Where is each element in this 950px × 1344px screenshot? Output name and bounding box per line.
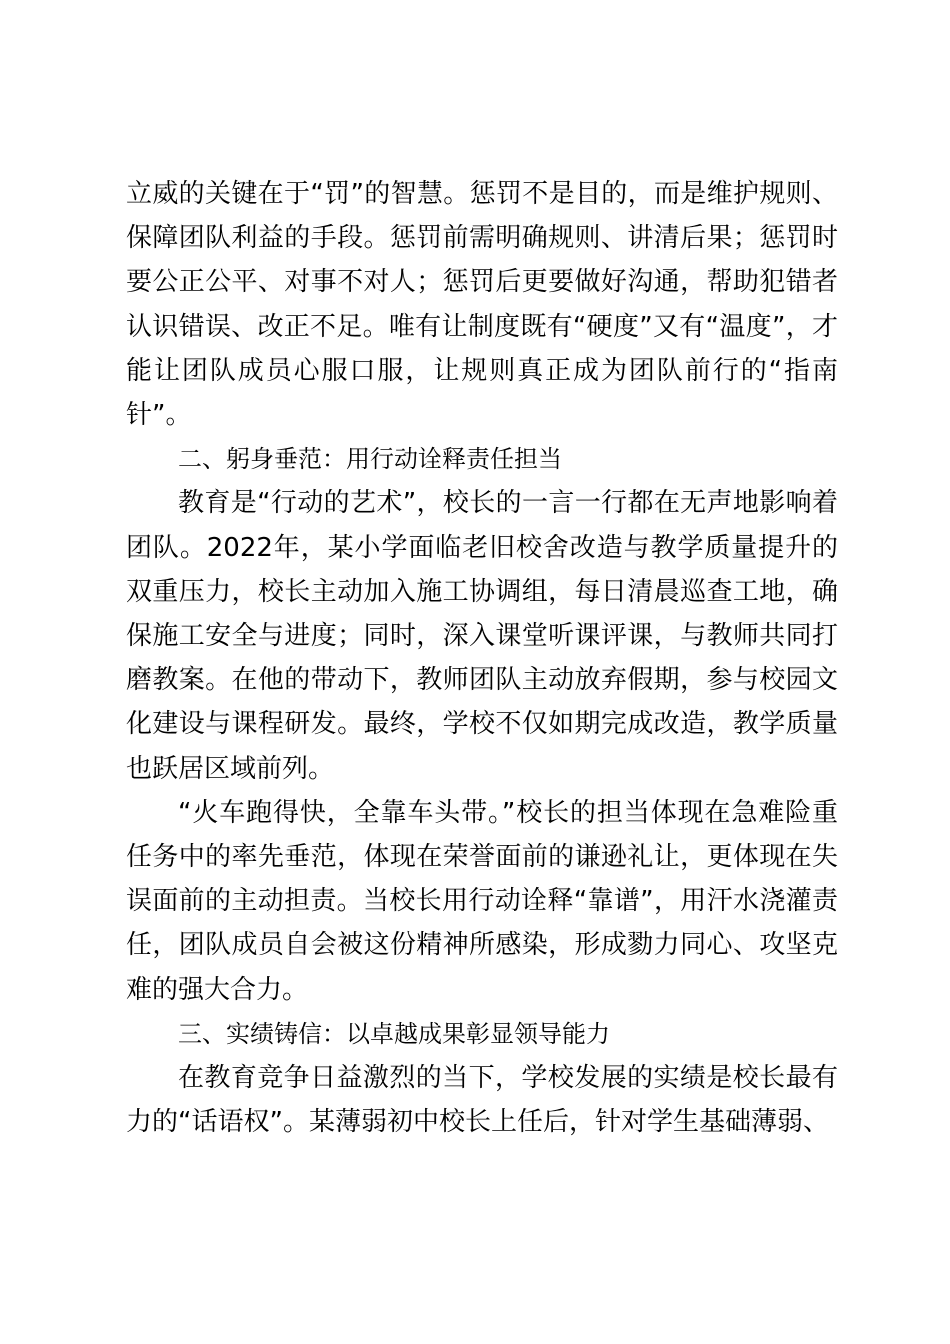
paragraph-lead-by-example: 教育是“行动的艺术”，校长的一言一行都在无声地影响着团队。2022年，某小学面临老旧校舍改造与教学质量提升的双重压力，校长主动加入施工协调组，每日清晨巡查工地，确保施工安全与进度；同时，深入课堂听课评课，与教师共同打磨教案。在他的带动下，教师团队主动放弃假期，参与校园文化建设与课程研发。最终，学校不仅如期完成改造，教学质量也跃居区域前列。 [126,488,838,784]
section-heading-3: 三、实绩铸信：以卓越成果彰显领导能力 [178,1019,610,1048]
paragraph-train-head: “火车跑得快，全靠车头带。”校长的担当体现在急难险重任务中的率先垂范，体现在荣誉面前的谦逊礼让，更体现在失误面前的主动担责。当校长用行动诠释“靠谱”，用汗水浇灌责任，团队成员自会被这份精神所感染，形成勠力同心、攻坚克难的强大合力。 [126,797,838,1005]
document-body [126,172,838,1144]
paragraph-punishment-wisdom: 立威的关键在于“罚”的智慧。惩罚不是目的，而是维护规则、保障团队利益的手段。惩罚前需明确规则、讲清后果；惩罚时要公正公平、对事不对人；惩罚后更要做好沟通，帮助犯错者认识错误、改正不足。唯有让制度既有“硬度”又有“温度”，才能让团队成员心服口服，让规则真正成为团队前行的“指南针”。 [126,179,838,431]
paragraph-achievements: 在教育竞争日益激烈的当下，学校发展的实绩是校长最有力的“话语权”。某薄弱初中校长上任后，针对学生基础薄弱、 [126,1063,838,1138]
section-heading-2: 二、躬身垂范：用行动诠释责任担当 [178,445,562,474]
